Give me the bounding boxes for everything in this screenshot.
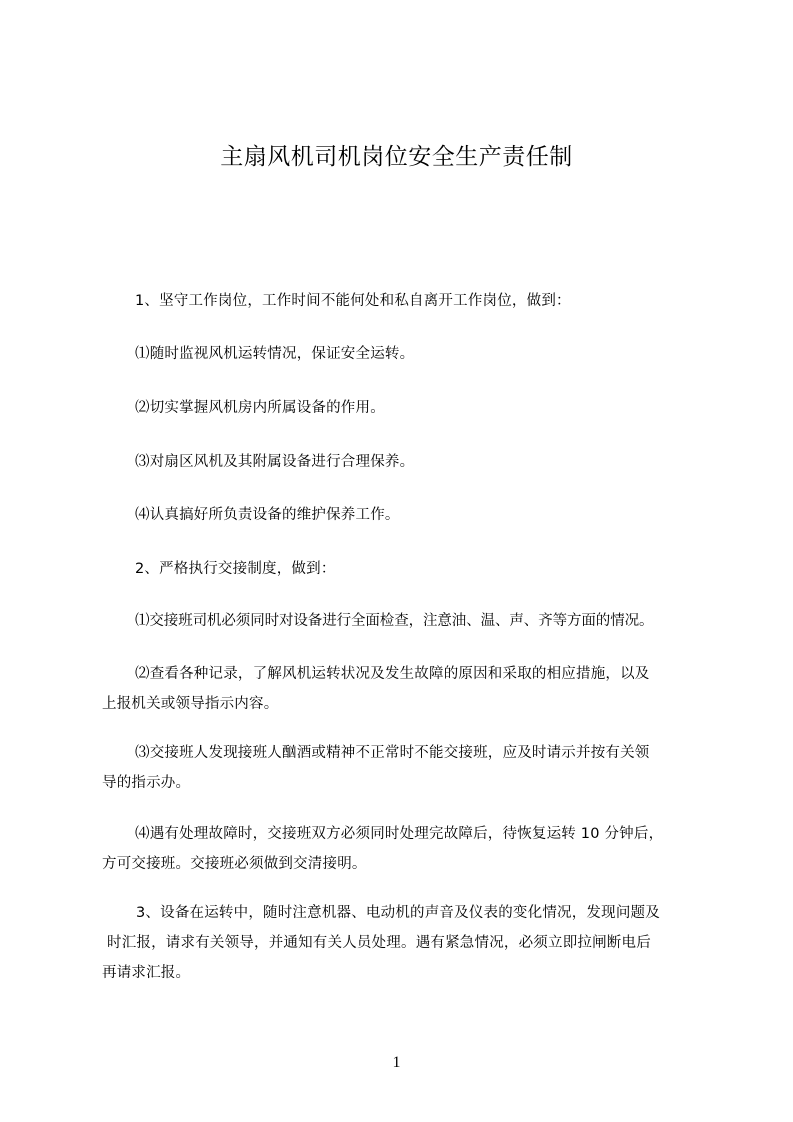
paragraph-line: ⑷认真搞好所负责设备的维护保养工作。 bbox=[135, 507, 400, 523]
paragraph-line: 上报机关或领导指示内容。 bbox=[102, 696, 279, 712]
paragraph-line: ⑶交接班人发现接班人酗酒或精神不正常时不能交接班，应及时请示并按有关领 bbox=[135, 745, 650, 761]
paragraph-2 bbox=[135, 554, 336, 584]
paragraph-line: 再请求汇报。 bbox=[102, 965, 191, 981]
paragraph-2-item-2 bbox=[102, 659, 650, 719]
paragraph-line: ⑶对扇区风机及其附属设备进行合理保养。 bbox=[135, 454, 415, 470]
paragraph-line: 导的指示办。 bbox=[102, 775, 191, 791]
paragraph-line: 时汇报，请求有关领导，并通知有关人员处理。遇有紧急情况，必须立即拉闸断电后 bbox=[107, 935, 651, 951]
paragraph-line: ⑵查看各种记录，了解风机运转状况及发生故障的原因和采取的相应措施，以及 bbox=[135, 666, 650, 682]
paragraph-1-item-4 bbox=[135, 500, 400, 530]
paragraph-1-item-2 bbox=[135, 393, 385, 423]
paragraph-2-item-4 bbox=[102, 819, 663, 879]
paragraph-1-item-3 bbox=[135, 447, 414, 477]
paragraph-3 bbox=[102, 898, 660, 988]
paragraph-1 bbox=[135, 286, 571, 316]
paragraph-line: ⑵切实掌握风机房内所属设备的作用。 bbox=[135, 400, 385, 416]
page-number: 1 bbox=[392, 1054, 401, 1071]
paragraph-2-item-1 bbox=[135, 606, 653, 636]
paragraph-line: ⑴交接班司机必须同时对设备进行全面检查，注意油、温、声、齐等方面的情况。 bbox=[135, 613, 654, 629]
paragraph-line: ⑴随时监视风机运转情况，保证安全运转。 bbox=[135, 346, 415, 362]
paragraph-line: ⑷遇有处理故障时，交接班双方必须同时处理完故障后，待恢复运转 10 分钟后， bbox=[135, 826, 664, 842]
paragraph-line: 方可交接班。交接班必须做到交清接明。 bbox=[102, 856, 367, 872]
paragraph-line: 1、坚守工作岗位，工作时间不能何处和私自离开工作岗位，做到： bbox=[135, 293, 571, 309]
paragraph-line: 2、严格执行交接制度，做到： bbox=[135, 561, 336, 577]
paragraph-2-item-3 bbox=[102, 738, 650, 798]
paragraph-line: 3、设备在运转中，随时注意机器、电动机的声音及仪表的变化情况，发现问题及 bbox=[136, 905, 660, 921]
paragraph-1-item-1 bbox=[135, 339, 414, 369]
document-title: 主扇风机司机岗位安全生产责任制 bbox=[220, 144, 573, 170]
